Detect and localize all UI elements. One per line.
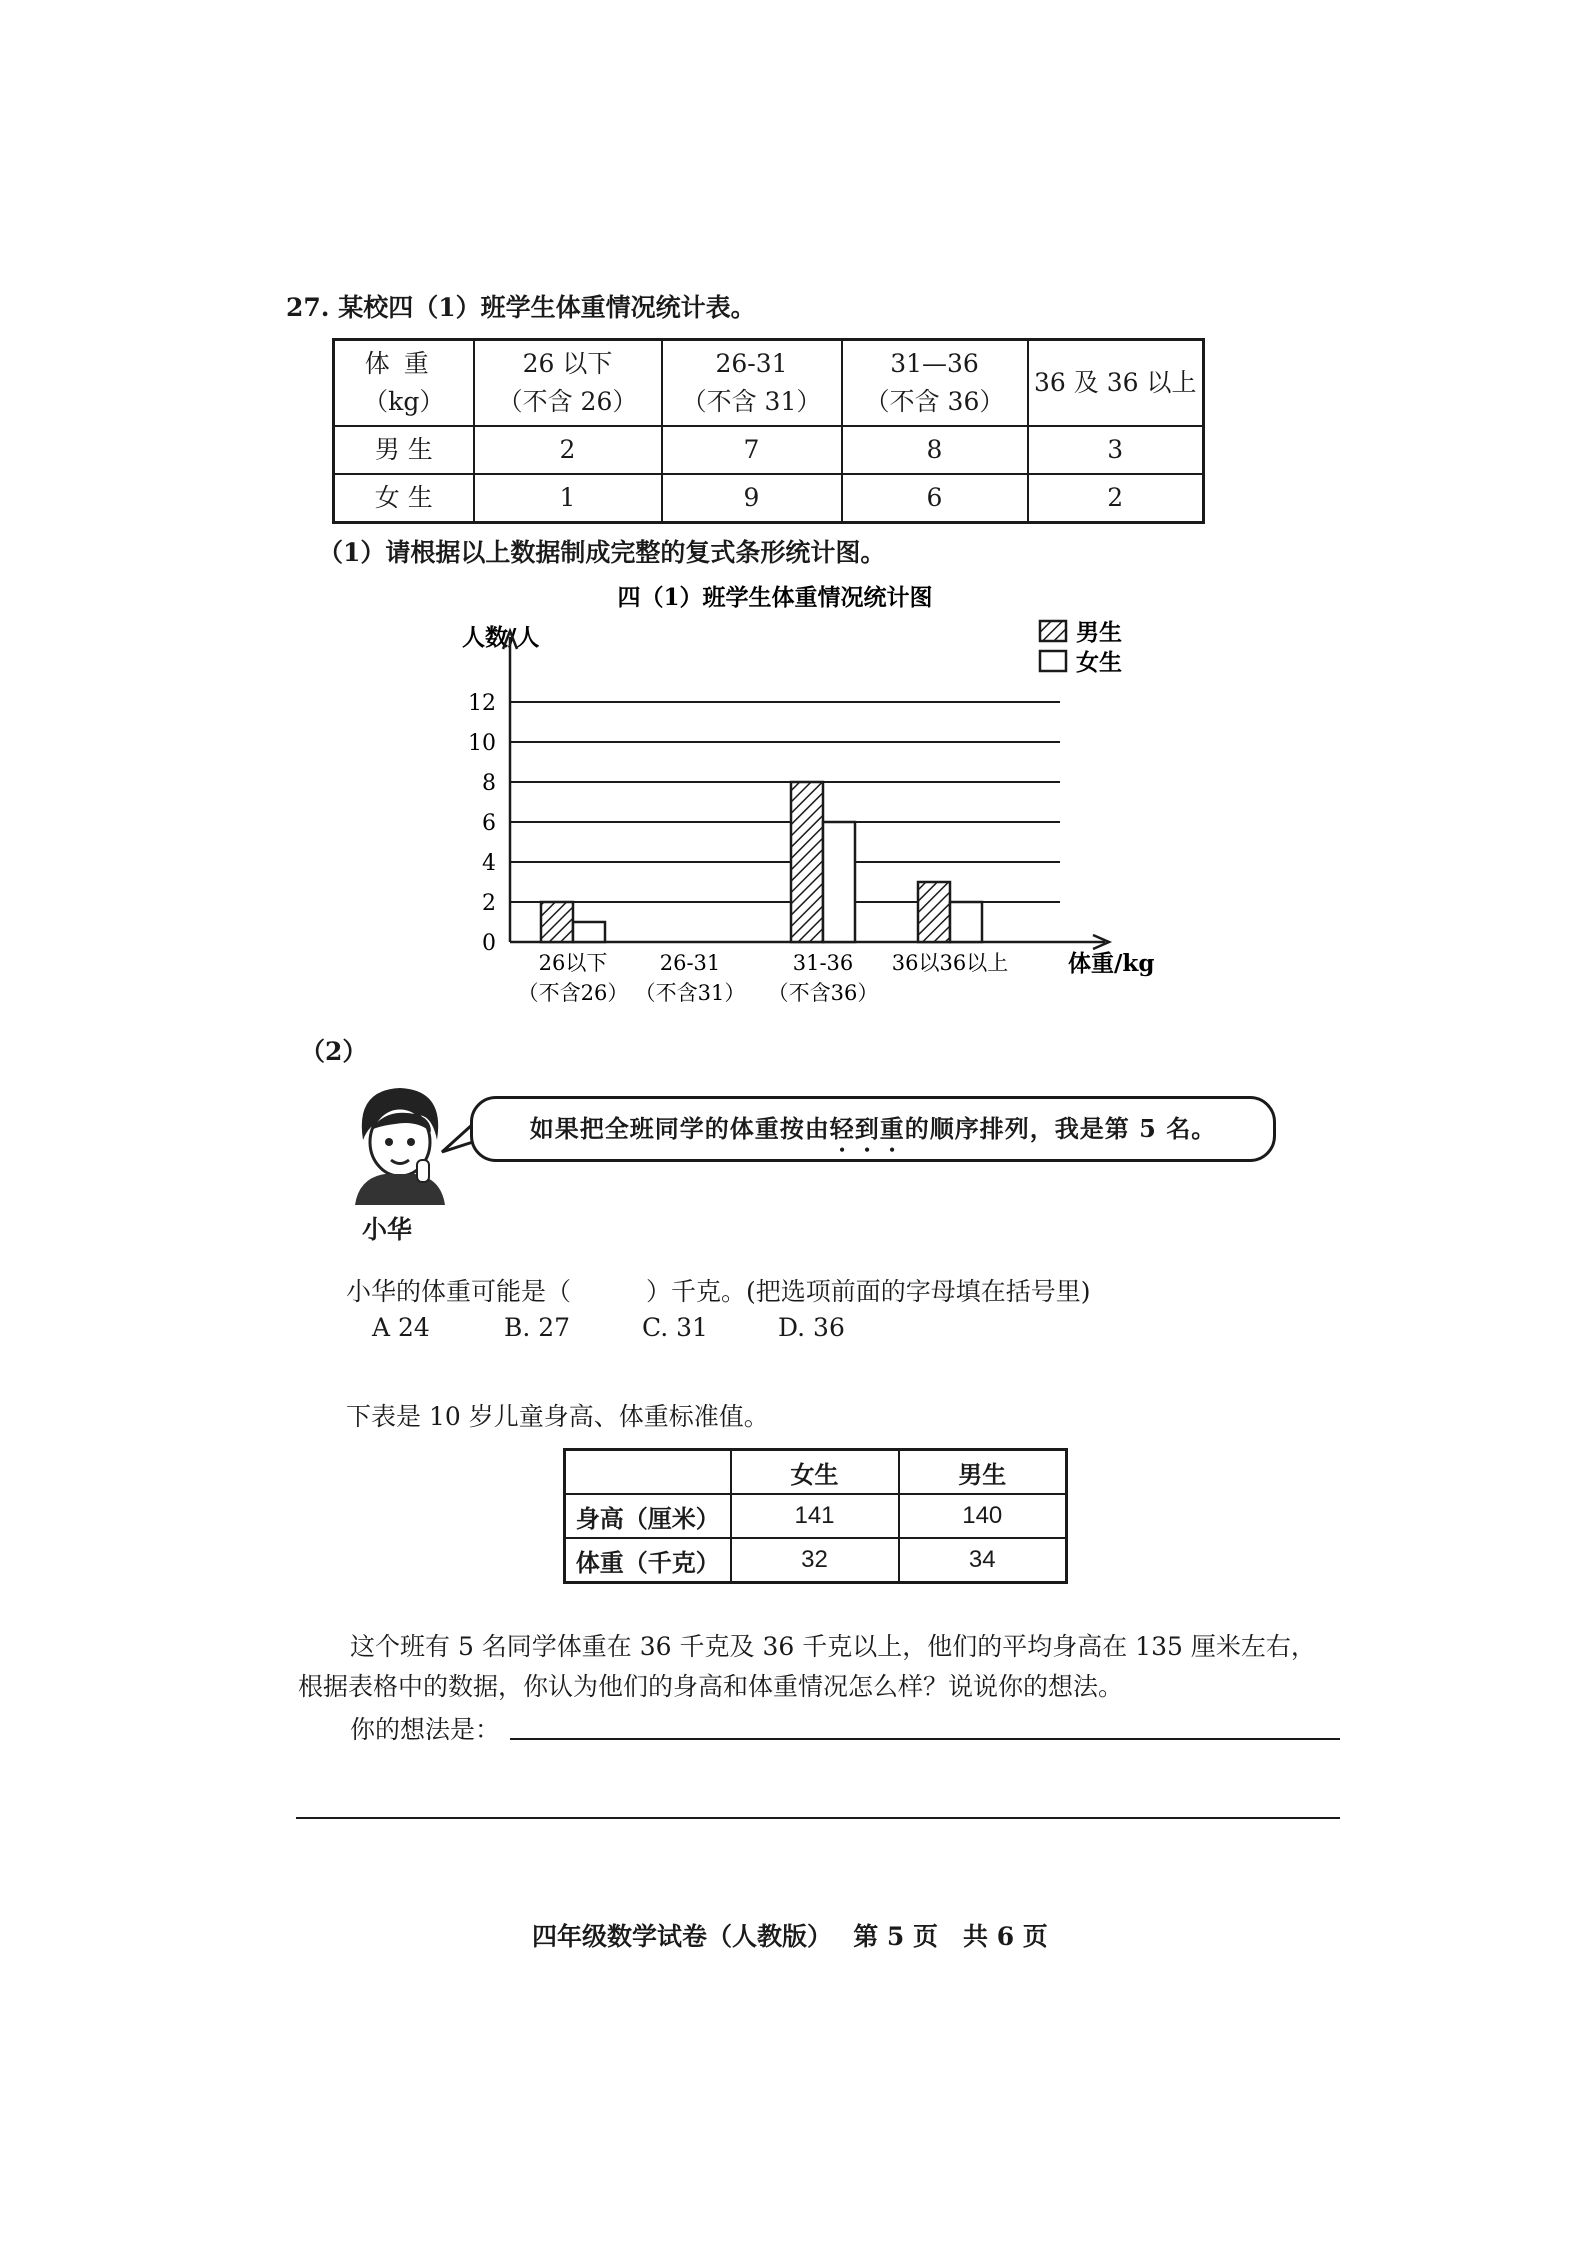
x-category-label: 26以下 — [538, 951, 608, 975]
bar-boys-3 — [918, 882, 950, 942]
paragraph-line-2: 根据表格中的数据，你认为他们的身高和体重情况怎么样？说说你的想法。 — [298, 1672, 1124, 1701]
y-tick-label: 0 — [482, 931, 496, 956]
weight-table-header-cell: 体重 （kg） — [334, 340, 474, 427]
paragraph-line-1: 这个班有 5 名同学体重在 36 千克及 36 千克以上，他们的平均身高在 135 厘米左右， — [350, 1632, 1316, 1661]
table-cell: 140 — [899, 1494, 1067, 1538]
weight-table — [332, 338, 1205, 524]
speech-emphasis: 轻到重 — [829, 1114, 905, 1143]
table-cell: 6 — [842, 474, 1028, 523]
x-axis-label: 体重/kg — [1068, 950, 1155, 977]
weight-table-header-cell: 26-31 （不含 31） — [662, 340, 842, 427]
table-cell: 7 — [662, 426, 842, 474]
table-cell: 1 — [474, 474, 662, 523]
standard-table-intro: 下表是 10 岁儿童身高、体重标准值。 — [346, 1402, 769, 1431]
row-label: 女 生 — [334, 474, 474, 523]
x-category-note: （不含36） — [767, 981, 879, 1005]
standard-values-table — [563, 1448, 1068, 1584]
table-cell: 32 — [731, 1538, 899, 1583]
chart-legend — [1040, 619, 1122, 676]
table-cell: 3 — [1028, 426, 1204, 474]
y-axis-ticks — [468, 691, 496, 956]
y-tick-label: 12 — [468, 691, 496, 716]
part1-instruction: （1）请根据以上数据制成完整的复式条形统计图。 — [318, 538, 886, 567]
weight-table-header-cell: 31—36 （不含 36） — [842, 340, 1028, 427]
table-header-cell — [565, 1450, 731, 1495]
bar-girls-2 — [823, 822, 855, 942]
part2-label: （2） — [300, 1037, 368, 1066]
y-axis-label: 人数/人 — [462, 624, 540, 651]
option-c: C. 31 — [642, 1313, 708, 1342]
y-tick-label: 10 — [468, 731, 496, 756]
speech-bubble — [470, 1096, 1276, 1162]
bar-girls-3 — [950, 902, 982, 942]
row-label: 身高（厘米） — [565, 1494, 731, 1538]
table-cell: 141 — [731, 1494, 899, 1538]
legend-swatch-girls — [1040, 651, 1066, 671]
character-name: 小华 — [362, 1215, 413, 1244]
table-cell: 2 — [474, 426, 662, 474]
chart-gridlines — [510, 702, 1060, 902]
bar-boys-2 — [791, 782, 823, 942]
x-category-label: 36以36以上 — [891, 951, 1009, 975]
table-cell: 2 — [1028, 474, 1204, 523]
question-title: 27. 某校四（1）班学生体重情况统计表。 — [286, 293, 756, 322]
legend-swatch-boys — [1040, 621, 1066, 641]
standard-table-header-row — [565, 1450, 1067, 1495]
bar-boys-0 — [541, 902, 573, 942]
weight-table-header-cell: 36 及 36 以上 — [1028, 340, 1204, 427]
row-label: 体重（千克） — [565, 1538, 731, 1583]
your-idea-label: 你的想法是： — [350, 1715, 501, 1744]
y-tick-label: 4 — [482, 851, 496, 876]
weight-table-row-boys — [334, 426, 1204, 474]
legend-label: 女生 — [1076, 649, 1122, 676]
fill-question: 小华的体重可能是（ ）千克。(把选项前面的字母填在括号里) — [346, 1277, 1091, 1306]
row-label: 男 生 — [334, 426, 474, 474]
table-header-cell: 女生 — [731, 1450, 899, 1495]
option-d: D. 36 — [778, 1313, 845, 1342]
weight-table-header-row — [334, 340, 1204, 427]
x-category-label: 31-36 — [792, 951, 854, 975]
legend-label: 男生 — [1076, 619, 1122, 646]
chart-title: 四（1）班学生体重情况统计图 — [617, 584, 933, 611]
answer-line-1 — [510, 1738, 1340, 1740]
x-category-label: 26-31 — [659, 951, 721, 975]
table-cell: 9 — [662, 474, 842, 523]
weight-bar-chart — [440, 575, 1200, 1020]
weight-table-header-cell: 26 以下 （不含 26） — [474, 340, 662, 427]
table-cell: 8 — [842, 426, 1028, 474]
answer-line-2 — [296, 1817, 1340, 1819]
speech-text-after: 的顺序排列，我是第 5 名。 — [904, 1114, 1217, 1143]
speech-text-before: 如果把全班同学的体重按由 — [529, 1114, 830, 1143]
x-axis-category-labels — [518, 951, 1009, 1005]
page-footer: 四年级数学试卷（人教版） 第 5 页 共 6 页 — [532, 1922, 1048, 1951]
y-tick-label: 2 — [482, 891, 496, 916]
option-b: B. 27 — [504, 1313, 571, 1342]
y-tick-label: 6 — [482, 811, 496, 836]
option-a: A 24 — [372, 1313, 430, 1342]
x-category-note: （不含31） — [634, 981, 746, 1005]
standard-table-row-weight — [565, 1538, 1067, 1583]
y-tick-label: 8 — [482, 771, 496, 796]
table-cell: 34 — [899, 1538, 1067, 1583]
table-header-cell: 男生 — [899, 1450, 1067, 1495]
x-category-note: （不含26） — [517, 981, 629, 1005]
weight-table-row-girls — [334, 474, 1204, 523]
bar-girls-0 — [573, 922, 605, 942]
standard-table-row-height — [565, 1494, 1067, 1538]
character-xiaohua-illustration — [345, 1080, 455, 1205]
